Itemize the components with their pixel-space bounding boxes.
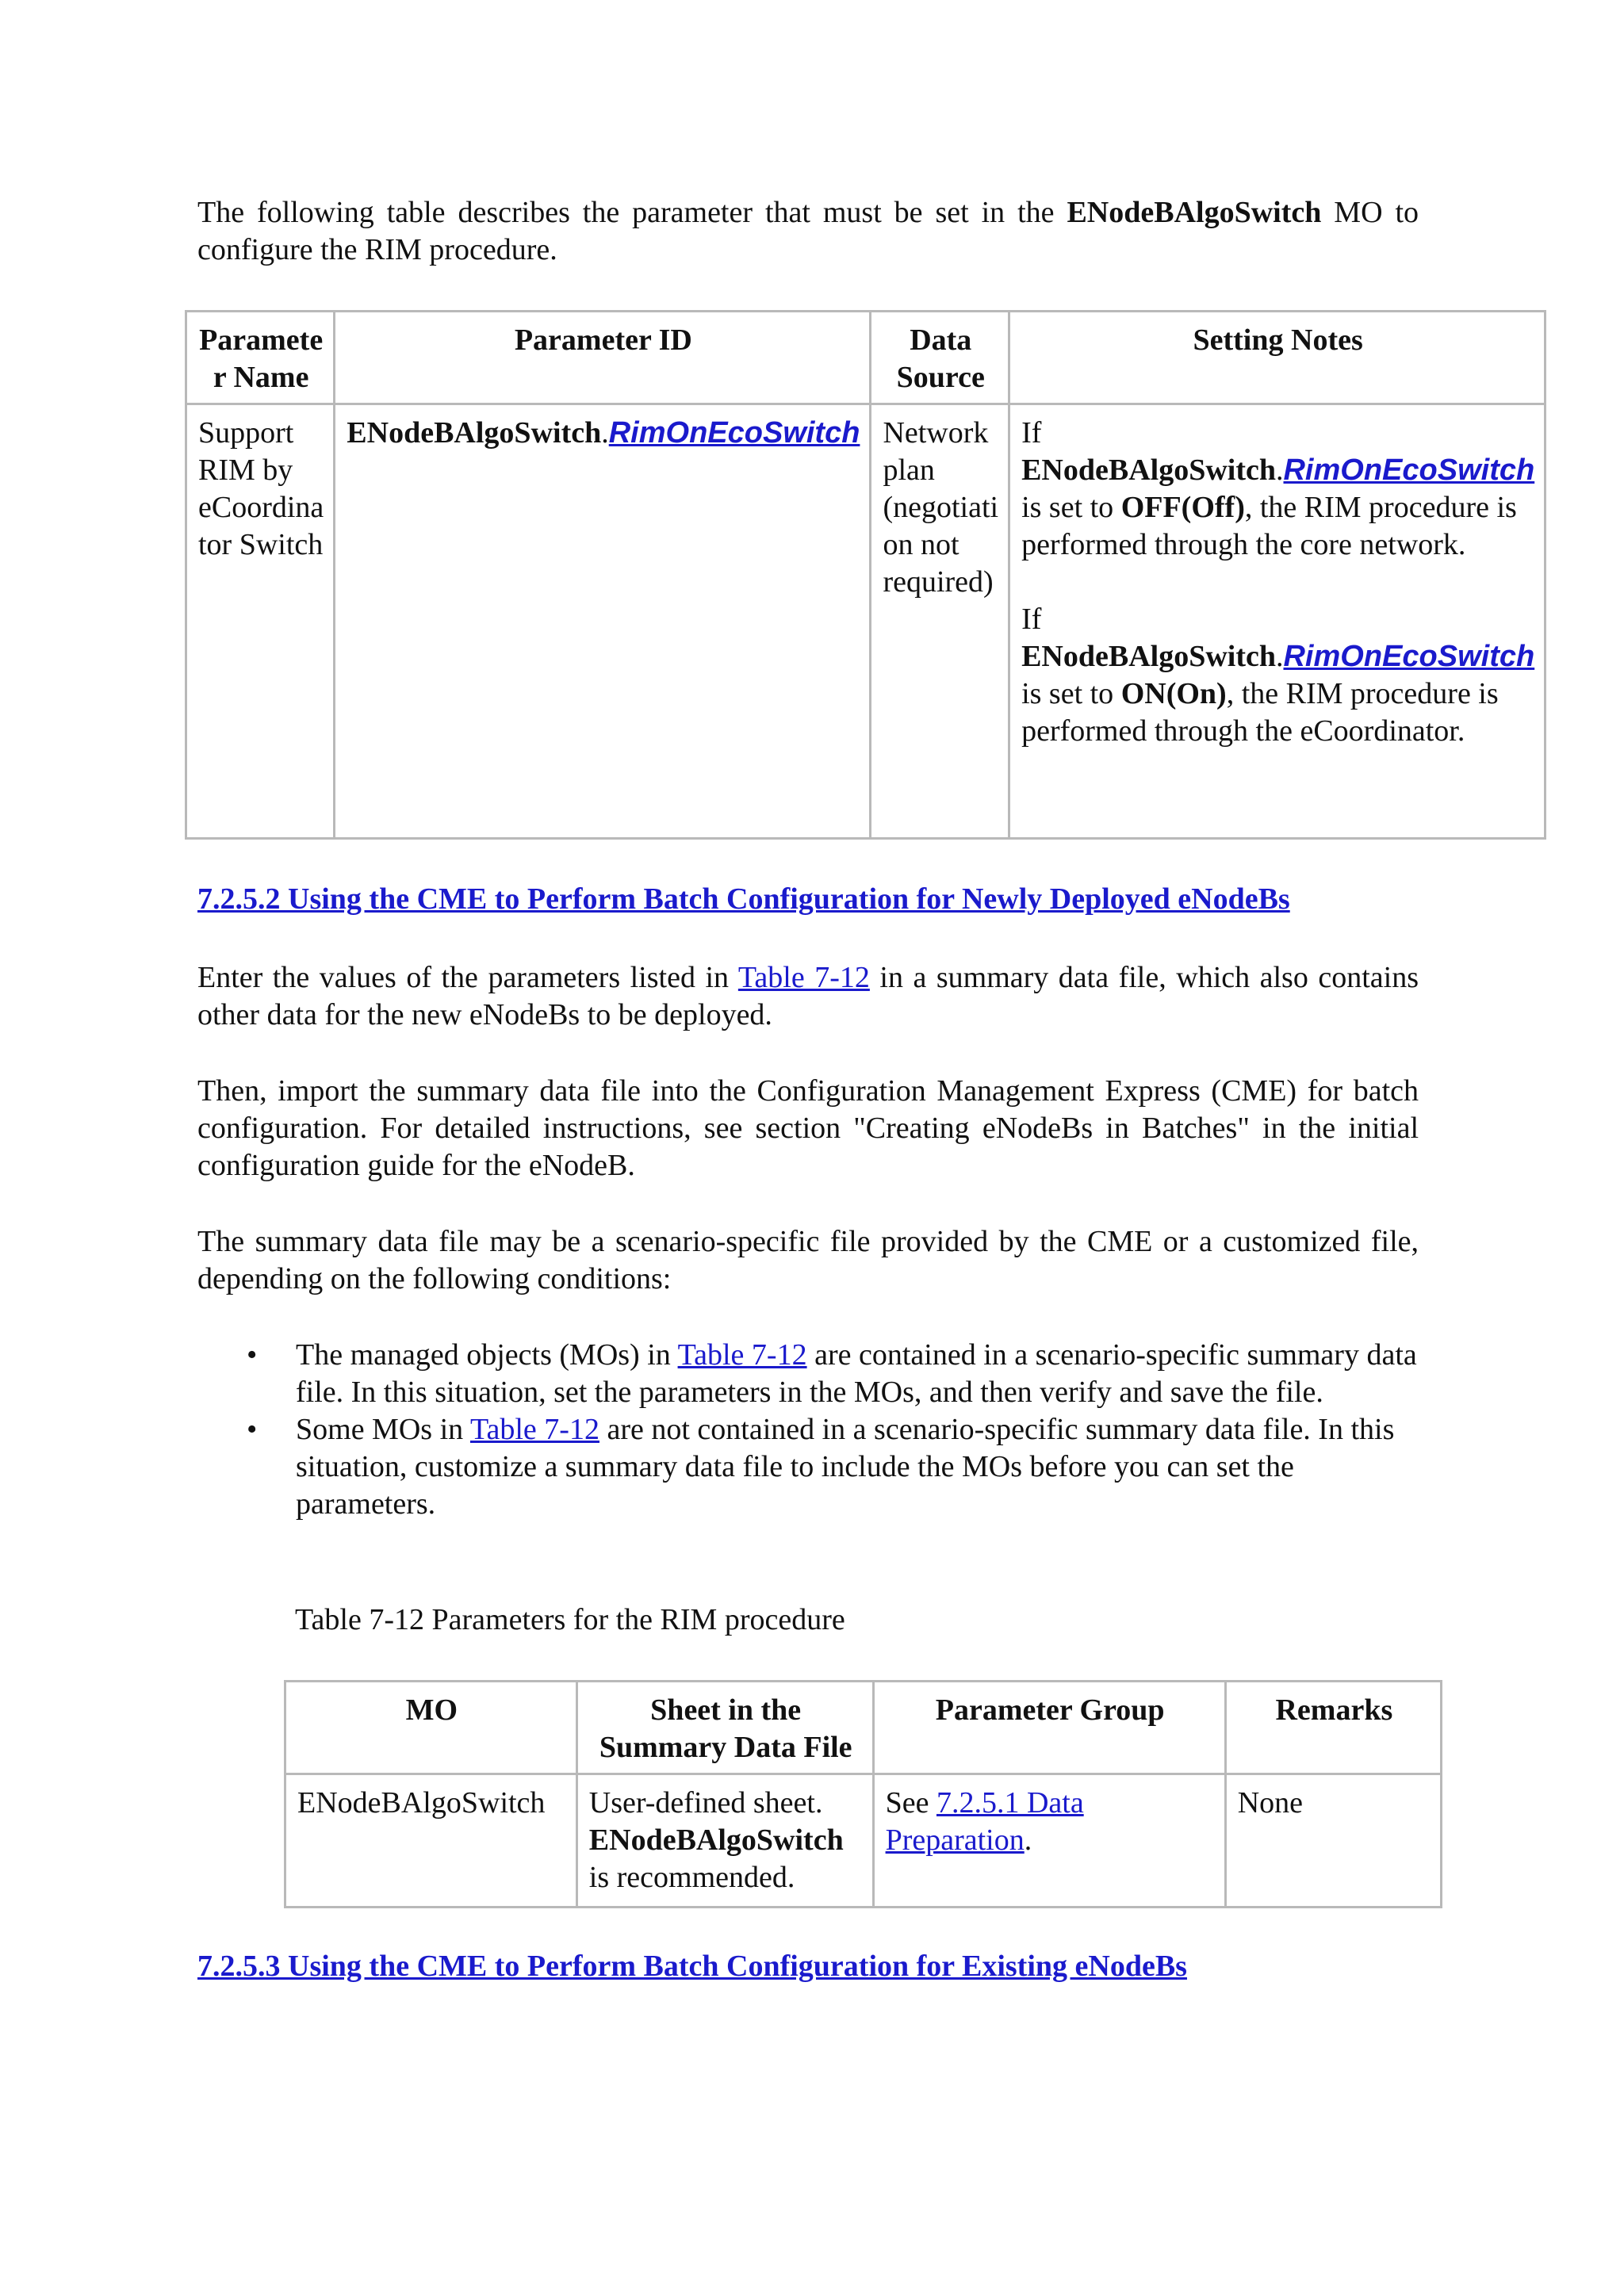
group-after: . [1024,1823,1032,1857]
mo-table-header-row [285,1682,1442,1774]
mo-table [284,1680,1442,1908]
header-sheet: Sheet in the Summary Data File [576,1682,873,1774]
parameter-table-row [186,404,1545,839]
note1-if: If [1021,416,1042,450]
note1-dot: . [1275,453,1284,487]
paragraph-enter-values [197,959,1419,1034]
bullet-icon: • [247,1338,258,1372]
bullet1-before: The managed objects (MOs) in [296,1338,678,1372]
list-item [197,1411,1434,1523]
intro-paragraph [197,194,1419,269]
header-data-source: Data Source [871,312,1009,404]
section-7-2-5-2-link[interactable]: 7.2.5.2 Using the CME to Perform Batch Configuration for Newly Deployed eNodeBs [197,882,1290,916]
intro-text-before: The following table describes the parameter that must be set in the [197,196,1067,229]
bullet1-after: are contained in a scenario-specific summary data file. In this situation, set the parameters in the MOs, and then verify and save the file. [296,1338,1417,1409]
para1-after: in a summary data file, which also contains other data for the new eNodeBs to be deployed. [197,961,1419,1031]
cell-sheet [576,1774,873,1908]
sheet-bold: ENodeBAlgoSwitch [588,1823,844,1857]
paragraph-summary-file: The summary data file may be a scenario-specific file provided by the CME or a customized file, depending on the following conditions: [197,1225,1419,1295]
note1-rest: , the RIM procedure is performed through the core network. [1021,491,1517,561]
sheet-rest: is recommended. [588,1861,795,1894]
parameter-table-header-row [186,312,1545,404]
header-remarks: Remarks [1225,1682,1441,1774]
header-setting-notes: Setting Notes [1009,312,1545,404]
cell-parameter-id [335,404,871,839]
note1-mid: is set to [1021,491,1121,524]
bullet-icon: • [247,1413,258,1446]
note2-dot: . [1275,640,1284,673]
note2-if: If [1021,603,1042,636]
bullet1-table-link[interactable]: Table 7-12 [677,1338,807,1372]
group-before: See [885,1786,936,1820]
bullet2-before: Some MOs in [296,1413,470,1446]
note1-value: OFF(Off) [1120,491,1245,524]
cell-mo: ENodeBAlgoSwitch [285,1774,577,1908]
conditions-list [197,1337,1434,1523]
note2-prefix: ENodeBAlgoSwitch [1021,640,1276,673]
intro-text-after: MO to configure the RIM procedure. [197,196,1419,266]
paragraph-import: Then, import the summary data file into the Configuration Management Express (CME) for batch configuration. For detailed instructions, see section "Creating eNodeBs in Batches" in the initial configuration guide for the eNodeB. [197,1074,1419,1182]
cell-setting-notes [1009,404,1545,839]
header-parameter-group: Parameter Group [873,1682,1225,1774]
note2-rest: , the RIM procedure is performed through the eCoordinator. [1021,677,1499,748]
list-item [197,1337,1434,1411]
cell-parameter-group [873,1774,1225,1908]
table-caption: Table 7-12 Parameters for the RIM procedure [295,1603,845,1636]
section-7-2-5-3-link[interactable]: 7.2.5.3 Using the CME to Perform Batch Configuration for Existing eNodeBs [197,1950,1187,1983]
intro-mo-name: ENodeBAlgoSwitch [1067,196,1322,229]
cell-data-source: Network plan (negotiati on not required) [871,404,1009,839]
bullet2-after: are not contained in a scenario-specific summary data file. In this situation, customize a summary data file to include the MOs before you can set the parameters. [296,1413,1395,1521]
header-parameter-id: Parameter ID [335,312,871,404]
section-7-2-5-3-heading [197,1948,1187,1985]
header-parameter-name: Paramete r Name [186,312,335,404]
cell-parameter-name: Support RIM by eCoordina tor Switch [186,404,335,839]
parameter-table [185,310,1546,840]
para1-table-link[interactable]: Table 7-12 [737,961,870,994]
parameter-id-prefix: ENodeBAlgoSwitch [347,416,602,450]
note2-parameter-link[interactable]: RimOnEcoSwitch [1283,640,1535,673]
section-7-2-5-2-heading [197,881,1290,918]
sheet-text: User-defined sheet. [588,1786,823,1820]
mo-table-row [285,1774,1442,1908]
header-mo: MO [285,1682,577,1774]
data-preparation-link[interactable]: 7.2.5.1 Data Preparation [885,1786,1084,1857]
note1-parameter-link[interactable]: RimOnEcoSwitch [1283,453,1535,487]
cell-remarks: None [1225,1774,1441,1908]
note1-prefix: ENodeBAlgoSwitch [1021,453,1276,487]
note2-value: ON(On) [1120,677,1227,710]
parameter-id-dot: . [601,416,609,450]
note2-mid: is set to [1021,677,1121,710]
para1-before: Enter the values of the parameters listed in [197,961,738,994]
parameter-id-link[interactable]: RimOnEcoSwitch [608,416,860,450]
bullet2-table-link[interactable]: Table 7-12 [469,1413,599,1446]
